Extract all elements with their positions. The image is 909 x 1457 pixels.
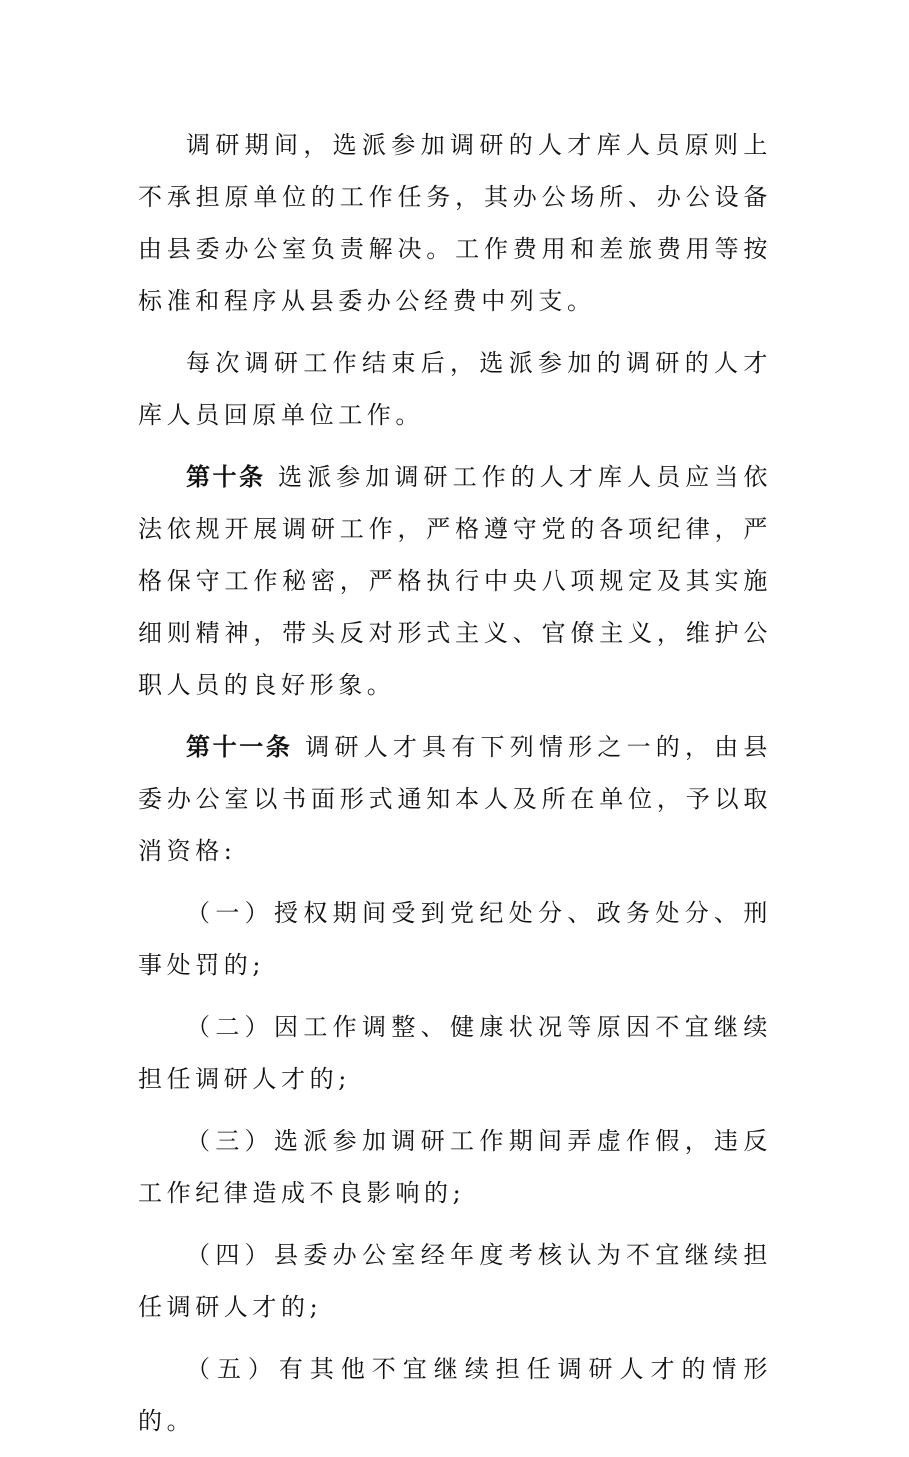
article-eleven [138,721,772,877]
article-eleven-heading: 第十一条 [186,732,293,761]
list-item-text: （三）选派参加调研工作期间弄虚作假，违反工作纪律造成不良影响的; [138,1127,772,1207]
paragraph-text: 调研期间，选派参加调研的人才库人员原则上不承担原单位的工作任务，其办公场所、办公设备由县委办公室负责解决。工作费用和差旅费用等按标准和程序从县委办公经费中列支。 [138,131,772,315]
list-item-text: （二）因工作调整、健康状况等原因不宜继续担任调研人才的; [138,1013,772,1093]
list-item-4 [138,1229,772,1333]
list-item-3 [138,1115,772,1219]
article-ten [138,451,772,711]
list-item-5 [138,1343,772,1447]
paragraph-research-period [138,119,772,327]
article-eleven-text: 调研人才具有下列情形之一的，由县委办公室以书面形式通知本人及所在单位，予以取消资格: [138,733,773,865]
paragraph-return-to-unit [138,337,772,441]
list-item-2 [138,1001,772,1105]
list-item-text: （一）授权期间受到党纪处分、政务处分、刑事处罚的; [138,899,772,979]
article-ten-heading: 第十条 [186,462,266,491]
paragraph-text: 每次调研工作结束后，选派参加的调研的人才库人员回原单位工作。 [138,349,772,429]
list-item-1 [138,887,772,991]
document-body [138,119,772,1457]
list-item-text: （五）有其他不宜继续担任调研人才的情形的。 [138,1355,772,1435]
article-ten-text: 选派参加调研工作的人才库人员应当依法依规开展调研工作，严格遵守党的各项纪律，严格保守工作秘密，严格执行中央八项规定及其实施细则精神，带头反对形式主义、官僚主义，维护公职人员的良好形象。 [138,463,772,699]
list-item-text: （四）县委办公室经年度考核认为不宜继续担任调研人才的; [138,1241,772,1321]
